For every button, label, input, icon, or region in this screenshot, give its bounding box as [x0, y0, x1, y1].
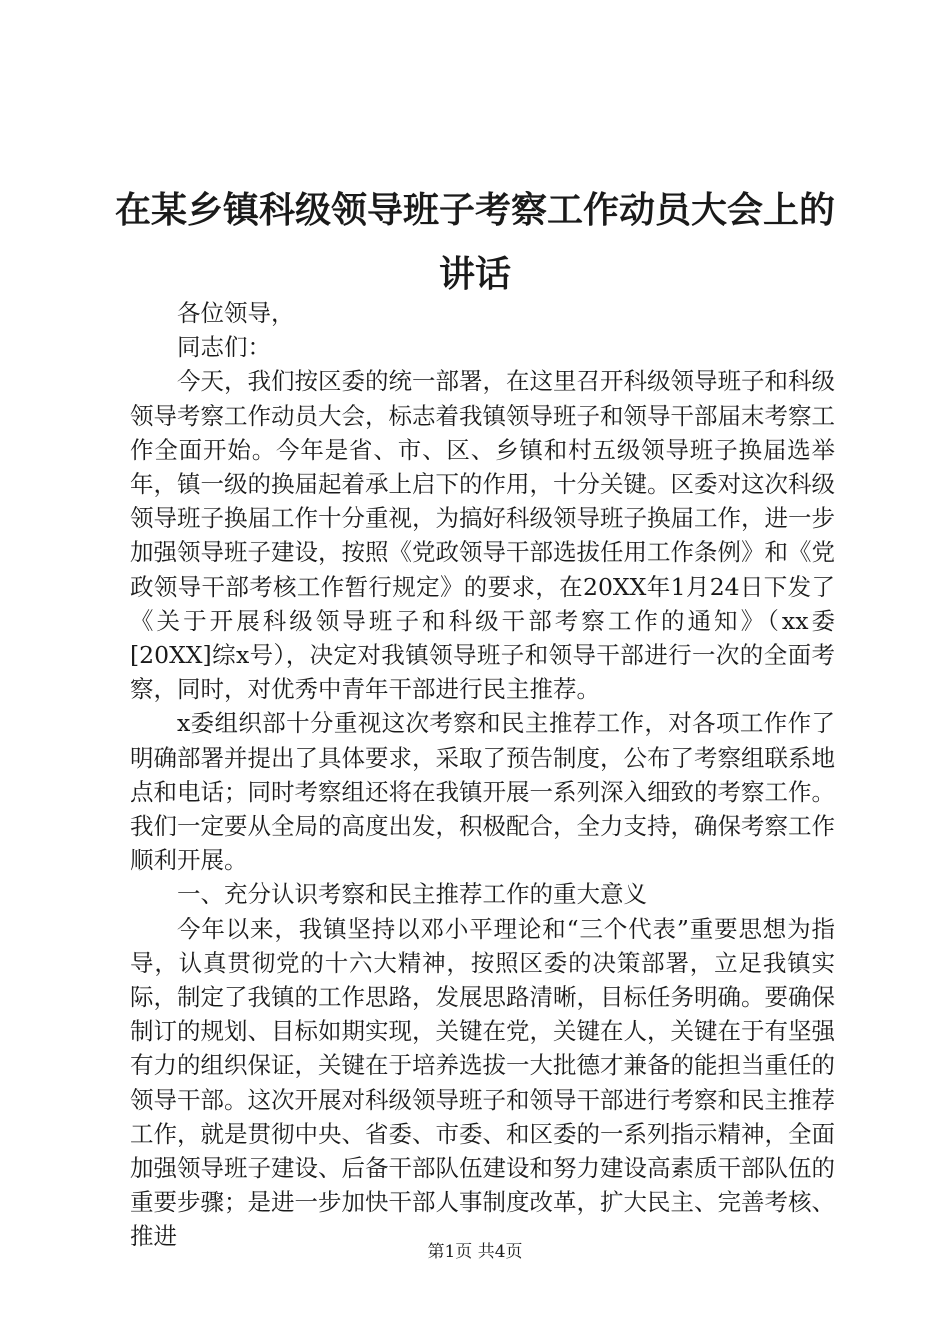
salutation-leaders: 各位领导， — [177, 299, 295, 327]
body-paragraph: 今天，我们按区委的统一部署，在这里召开科级领导班子和科级领导考察工作动员大会，标志着我镇领导班子和领导干部届末考察工作全面开始。今年是省、市、区、乡镇和村五级领导班子换届选举年，镇一级的换届起着承上启下的作用，十分关键。区委对这次科级领导班子换届工作十分重视，为搞好科级领导班子换届工作，进一步加强领导班子建设，按照《党政领导干部选拔任用工作条例》和《党政领导干部考核工作暂行规定》的要求，在20XX年1月24日下发了《关于开展科级领导班子和科级干部考察工作的通知》（xx委[20XX]综x号），决定对我镇领导班子和领导干部进行一次的全面考察，同时，对优秀中青年干部进行民主推荐。 — [130, 367, 835, 704]
section-heading: 一、充分认识考察和民主推荐工作的重大意义 — [177, 880, 647, 909]
document-body — [130, 296, 835, 1254]
page-number-footer: 第1页 共4页 — [427, 1242, 523, 1262]
body-paragraph: 今年以来，我镇坚持以邓小平理论和“三个代表”重要思想为指导，认真贯彻党的十六大精神，按照区委的决策部署，立足我镇实际，制定了我镇的工作思路，发展思路清晰，目标任务明确。要确保制订的规划、目标如期实现，关键在党，关键在人，关键在于有坚强有力的组织保证，关键在于培养选拔一大批德才兼备的能担当重任的领导干部。这次开展对科级领导班子和领导干部进行考察和民主推荐工作，就是贯彻中央、省委、市委、和区委的一系列指示精神，全面加强领导班子建设、后备干部队伍建设和努力建设高素质干部队伍的重要步骤；是进一步加快干部人事制度改革，扩大民主、完善考核、推进 — [130, 914, 835, 1251]
salutation-comrades: 同志们： — [177, 333, 271, 362]
document-title: 在某乡镇科级领导班子考察工作动员大会上的讲话 — [114, 189, 835, 295]
body-paragraph: x委组织部十分重视这次考察和民主推荐工作，对各项工作作了明确部署并提出了具体要求，采取了预告制度，公布了考察组联系地点和电话；同时考察组还将在我镇开展一系列深入细致的考察工作。我们一定要从全局的高度出发，积极配合，全力支持，确保考察工作顺利开展。 — [130, 709, 835, 875]
